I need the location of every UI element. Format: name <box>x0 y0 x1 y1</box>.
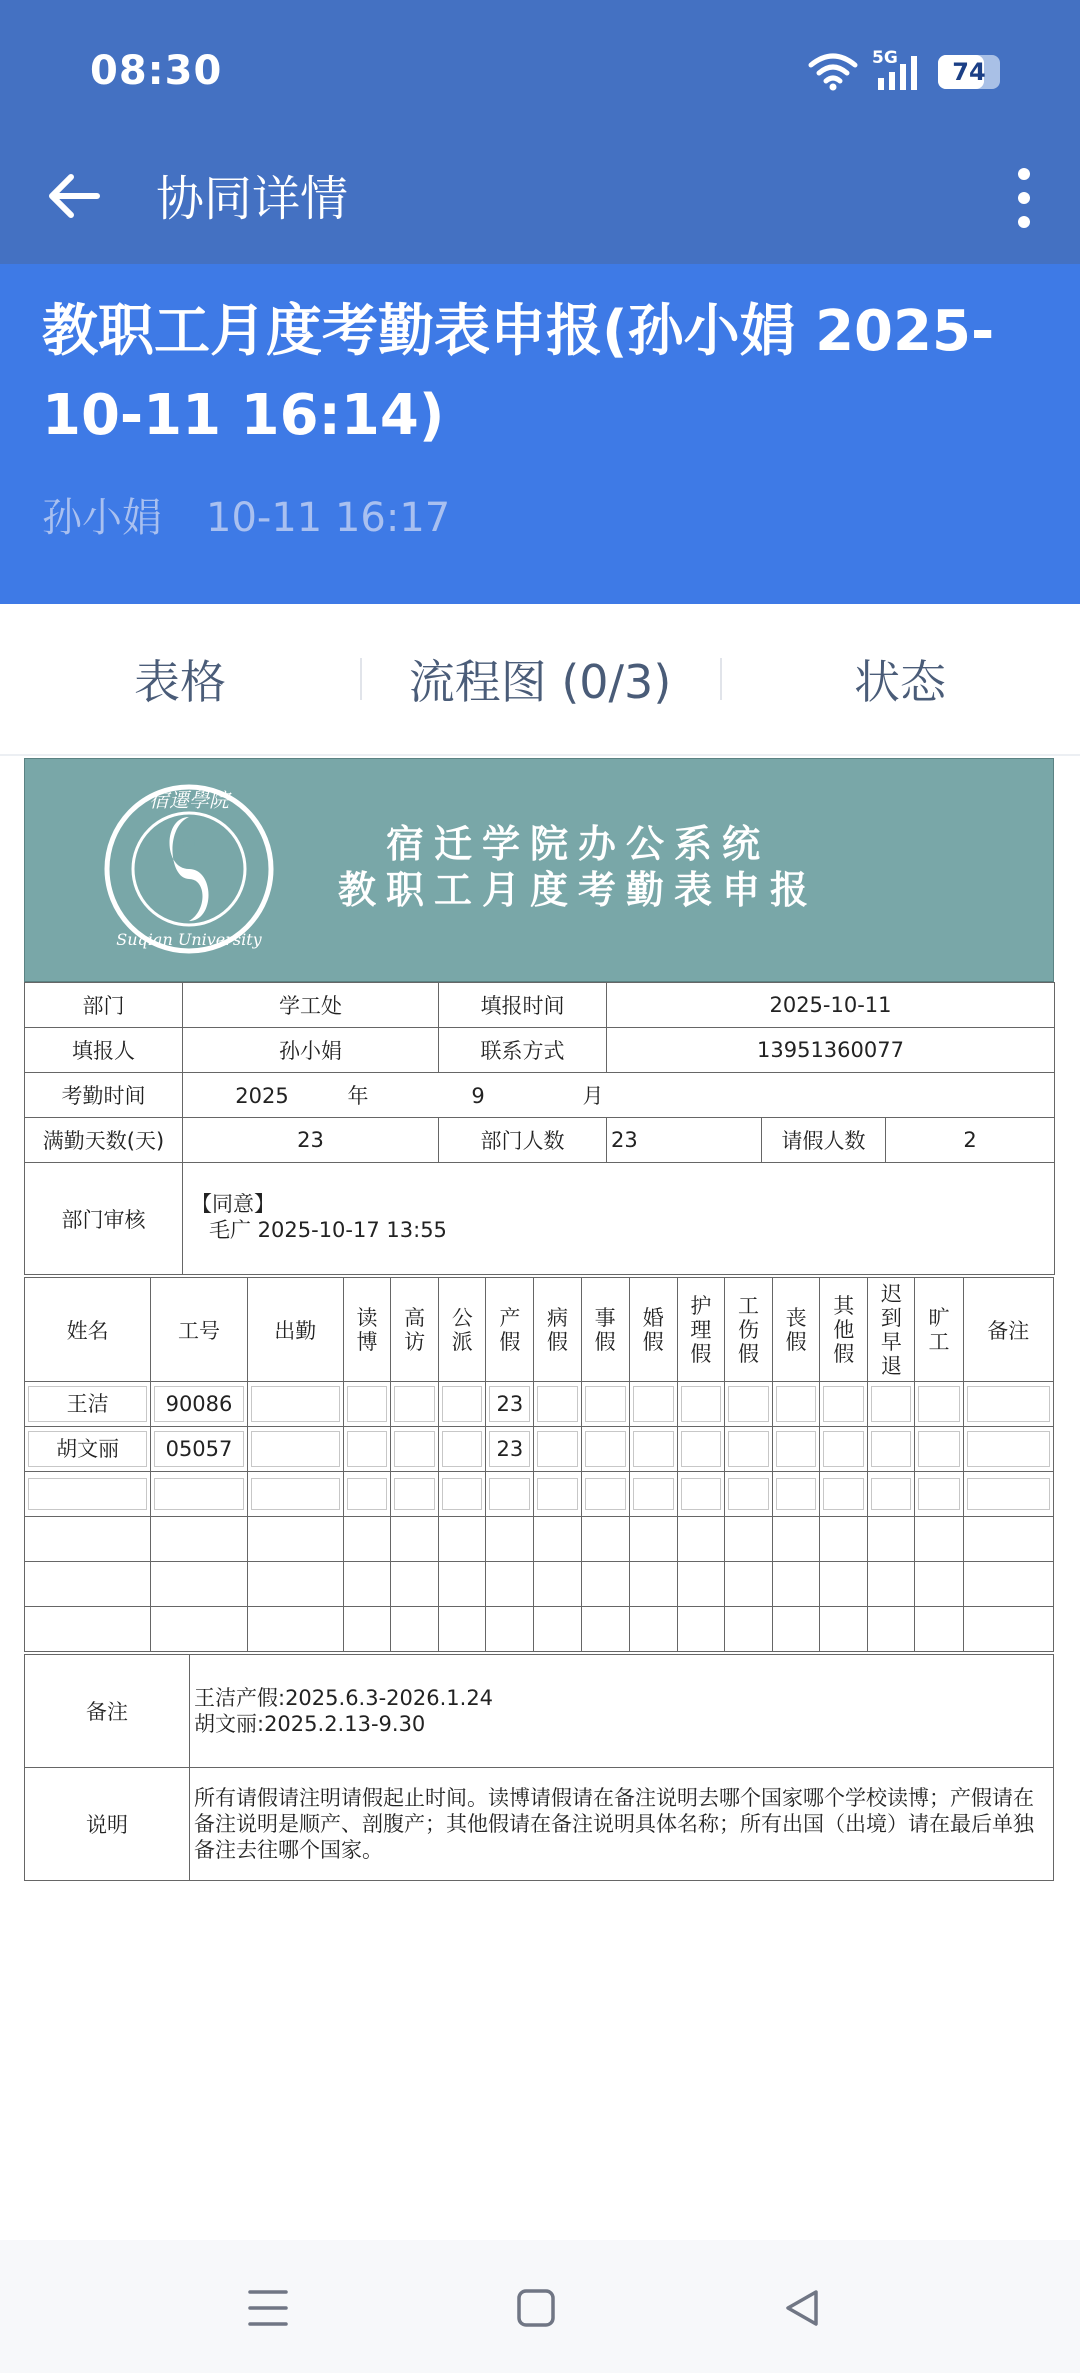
sick-cell[interactable] <box>537 1478 577 1510</box>
document-meta <box>42 486 494 543</box>
status-time: 08:30 <box>90 48 223 94</box>
leave-count-value: 2 <box>886 1118 1055 1163</box>
personal-cell[interactable] <box>585 1478 626 1510</box>
maternity-cell[interactable] <box>489 1478 530 1510</box>
visit-cell[interactable] <box>394 1431 435 1467</box>
period-year: 2025 <box>235 1084 289 1108</box>
network-type: 5G <box>872 48 898 68</box>
remark-cell[interactable] <box>967 1386 1050 1422</box>
recent-apps-button[interactable] <box>228 2268 308 2348</box>
personal-cell[interactable] <box>585 1386 626 1422</box>
full-days-label: 满勤天数(天) <box>25 1118 183 1163</box>
col-header-sick: 病假 <box>534 1278 581 1382</box>
maternity-cell[interactable]: 23 <box>489 1386 530 1422</box>
tab-status[interactable]: 状态 <box>720 604 1080 754</box>
marriage-cell[interactable] <box>633 1386 674 1422</box>
phd-cell[interactable] <box>347 1478 387 1510</box>
col-header-visit: 高访 <box>391 1278 439 1382</box>
tab-table[interactable]: 表格 <box>134 655 226 709</box>
period-month-unit: 月 <box>582 1084 604 1108</box>
status-bar <box>0 0 1080 140</box>
sick-cell[interactable] <box>537 1431 577 1467</box>
remark-cell[interactable] <box>967 1431 1050 1467</box>
bereavement-cell[interactable] <box>776 1478 816 1510</box>
svg-text:Suqian University: Suqian University <box>116 930 262 949</box>
table-row <box>25 1472 1054 1517</box>
col-header-attendance: 出勤 <box>247 1278 343 1382</box>
form-banner <box>24 758 1054 982</box>
visit-cell[interactable] <box>394 1478 435 1510</box>
fill-time-value: 2025-10-11 <box>607 983 1055 1028</box>
absent-cell[interactable] <box>918 1431 959 1467</box>
fill-time-label: 填报时间 <box>439 983 607 1028</box>
absent-cell[interactable] <box>918 1478 959 1510</box>
filler-label: 填报人 <box>25 1028 183 1073</box>
tab-flowchart[interactable]: 流程图 (0/3) <box>360 604 720 754</box>
bereavement-cell[interactable] <box>776 1431 816 1467</box>
table-row <box>25 1562 1054 1607</box>
dept-count-label: 部门人数 <box>439 1118 607 1163</box>
injury-cell[interactable] <box>728 1478 769 1510</box>
tab-bar <box>0 604 1080 756</box>
other-cell[interactable] <box>823 1478 864 1510</box>
remarks-table <box>24 1654 1054 1881</box>
attendance-form <box>24 758 1054 1881</box>
dept-value: 学工处 <box>183 983 439 1028</box>
col-header-injury: 工伤假 <box>724 1278 772 1382</box>
col-header-maternity: 产假 <box>486 1278 534 1382</box>
injury-cell[interactable] <box>728 1431 769 1467</box>
battery-icon <box>938 55 1000 89</box>
more-dot-icon <box>1018 216 1030 228</box>
menu-lines-icon <box>246 2288 290 2328</box>
attendance-table <box>24 1277 1054 1652</box>
triangle-back-icon <box>782 2288 822 2328</box>
late-cell[interactable] <box>871 1386 911 1422</box>
banner-form-name: 教职工月度考勤表申报 <box>337 868 818 912</box>
col-header-name: 姓名 <box>25 1278 151 1382</box>
wifi-icon <box>808 53 858 91</box>
more-dot-icon <box>1018 168 1030 180</box>
bereavement-cell[interactable] <box>776 1386 816 1422</box>
id-cell[interactable] <box>154 1478 243 1510</box>
phd-cell[interactable] <box>347 1431 387 1467</box>
col-header-personal: 事假 <box>581 1278 629 1382</box>
col-header-other: 其他假 <box>820 1278 868 1382</box>
submit-time: 10-11 16:17 <box>206 495 451 541</box>
period-year-unit: 年 <box>347 1084 369 1108</box>
dept-count-value: 23 <box>607 1118 762 1163</box>
remarks-line: 胡文丽:2025.2.13-9.30 <box>194 1712 426 1736</box>
maternity-cell[interactable]: 23 <box>489 1431 530 1467</box>
nav-title: 协同详情 <box>156 171 349 227</box>
back-nav-button[interactable] <box>762 2268 842 2348</box>
contact-value: 13951360077 <box>607 1028 1055 1073</box>
attendance-cell[interactable] <box>251 1478 340 1510</box>
remark-cell[interactable] <box>967 1478 1050 1510</box>
dispatch-cell[interactable] <box>442 1431 482 1467</box>
leave-count-label: 请假人数 <box>762 1118 886 1163</box>
table-row <box>25 1517 1054 1562</box>
contact-label: 联系方式 <box>439 1028 607 1073</box>
name-cell[interactable]: 胡文丽 <box>28 1431 147 1467</box>
author-name: 孙小娟 <box>42 495 162 541</box>
remarks-line: 王洁产假:2025.6.3-2026.1.24 <box>194 1686 494 1710</box>
sick-cell[interactable] <box>537 1386 577 1422</box>
col-header-bereavement: 丧假 <box>773 1278 820 1382</box>
col-header-remark: 备注 <box>963 1278 1053 1382</box>
col-header-id: 工号 <box>151 1278 247 1382</box>
svg-text:宿遷學院: 宿遷學院 <box>149 788 229 812</box>
dept-label: 部门 <box>25 983 183 1028</box>
injury-cell[interactable] <box>728 1386 769 1422</box>
note-text: 所有请假请注明请假起止时间。读博请假请在备注说明去哪个国家哪个学校读博；产假请在备注说明是顺产、剖腹产；其他假请在备注说明具体名称；所有出国（出境）请在最后单独备注去往哪个国家。 <box>190 1768 1054 1881</box>
banner-system-name: 宿迁学院办公系统 <box>385 822 770 866</box>
note-label: 说明 <box>25 1768 190 1881</box>
university-logo <box>103 783 275 955</box>
filler-value: 孙小娟 <box>183 1028 439 1073</box>
table-row <box>25 1382 1054 1427</box>
visit-cell[interactable] <box>394 1386 435 1422</box>
review-label: 部门审核 <box>25 1163 183 1275</box>
review-signature: 毛广 2025-10-17 13:55 <box>209 1218 447 1242</box>
more-options-button[interactable] <box>994 156 1054 240</box>
attendance-cell[interactable] <box>251 1431 340 1467</box>
other-cell[interactable] <box>823 1431 864 1467</box>
period-month: 9 <box>471 1084 485 1108</box>
dispatch-cell[interactable] <box>442 1478 482 1510</box>
document-title: 教职工月度考勤表申报(孙小娟 2025-10-11 16:14) <box>42 299 995 448</box>
personal-cell[interactable] <box>585 1431 626 1467</box>
period-value <box>183 1073 1055 1118</box>
period-label: 考勤时间 <box>25 1073 183 1118</box>
battery-level: 74 <box>952 58 986 86</box>
late-cell[interactable] <box>871 1431 911 1467</box>
square-icon <box>516 2288 556 2328</box>
phd-cell[interactable] <box>347 1386 387 1422</box>
remarks-label: 备注 <box>25 1655 190 1768</box>
name-cell[interactable] <box>28 1478 147 1510</box>
absent-cell[interactable] <box>918 1386 959 1422</box>
more-dot-icon <box>1018 192 1030 204</box>
id-cell[interactable]: 05057 <box>154 1431 243 1467</box>
home-button[interactable] <box>496 2268 576 2348</box>
review-result: 【同意】 <box>191 1192 275 1216</box>
nursing-cell[interactable] <box>681 1478 721 1510</box>
col-header-dispatch: 公派 <box>439 1278 486 1382</box>
marriage-cell[interactable] <box>633 1431 674 1467</box>
dispatch-cell[interactable] <box>442 1386 482 1422</box>
other-cell[interactable] <box>823 1386 864 1422</box>
table-row <box>25 1607 1054 1652</box>
nursing-cell[interactable] <box>681 1431 721 1467</box>
col-header-phd: 读博 <box>343 1278 390 1382</box>
marriage-cell[interactable] <box>633 1478 674 1510</box>
cellular-signal-icon <box>872 48 924 92</box>
late-cell[interactable] <box>871 1478 911 1510</box>
name-cell[interactable]: 王洁 <box>28 1386 147 1422</box>
col-header-absent: 旷工 <box>915 1278 963 1382</box>
full-days-value: 23 <box>183 1118 439 1163</box>
col-header-marriage: 婚假 <box>629 1278 677 1382</box>
info-table <box>24 982 1055 1275</box>
id-cell[interactable]: 90086 <box>154 1386 243 1422</box>
nursing-cell[interactable] <box>681 1386 721 1422</box>
table-row <box>25 1427 1054 1472</box>
attendance-cell[interactable] <box>251 1386 340 1422</box>
col-header-late: 迟到早退 <box>868 1278 915 1382</box>
col-header-nursing: 护理假 <box>677 1278 724 1382</box>
back-button[interactable] <box>40 146 110 246</box>
back-arrow-icon <box>45 171 105 221</box>
